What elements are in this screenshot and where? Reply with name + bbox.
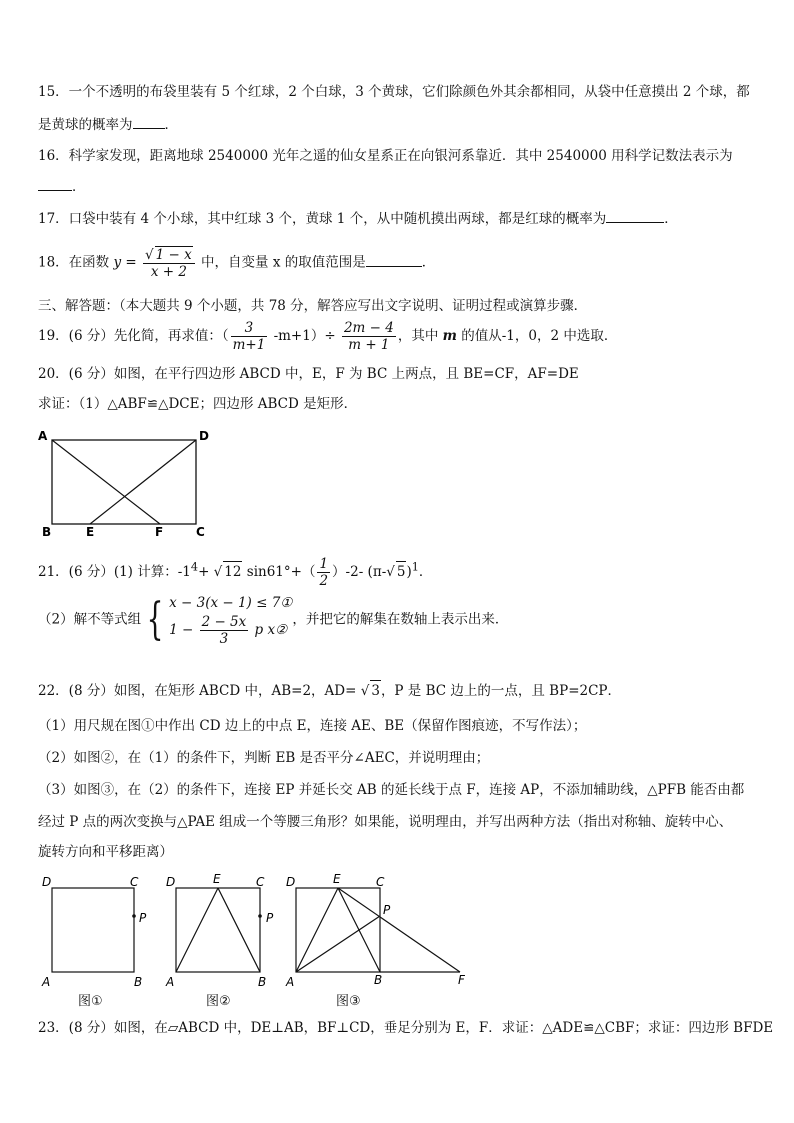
q19-fraction2 (342, 320, 396, 353)
q21-plus: + (198, 564, 214, 580)
q15-answer-blank (133, 114, 165, 129)
q18-pre: 18．在函数 (38, 254, 114, 271)
q19-fraction1 (231, 320, 268, 353)
q20-rectangle (52, 440, 196, 524)
q17-answer-blank (606, 208, 664, 223)
q16-line2 (38, 176, 86, 197)
q22-line6: 旋转方向和平移距离） (38, 844, 173, 860)
q22-line1: 22．(8 分）如图，在矩形 ABCD 中，AB=2，AD= √ 3，P 是 BC 边上的一点，且 BP=2CP． (38, 680, 621, 701)
q21-pre: 21．(6 分）(1) 计算：-1 (38, 564, 191, 580)
q22-fig1-label-P: P (139, 911, 147, 925)
q22-fig1-label-A: A (42, 975, 51, 989)
q18-eq: = (121, 254, 142, 271)
q21-sup1: 4 (190, 560, 199, 574)
q20-line2: 求证：（1）△ABF≌△DCE；四边形 ABCD 是矩形． (38, 396, 358, 412)
q18-line1 (38, 246, 435, 280)
q21-sin: sin61°+（ (242, 564, 316, 580)
q19-mid: -m+1）÷ (269, 328, 340, 344)
q21-end: ． (418, 564, 433, 580)
q22-fig3-label-D: D (286, 875, 296, 889)
q21-sqrt5: 5 (396, 561, 407, 582)
q19-post: ，其中 (397, 328, 443, 344)
q16-answer-blank (38, 176, 72, 191)
q22-fig3-label-P: P (383, 903, 391, 917)
q22-l1-pre: 22．(8 分）如图，在矩形 ABCD 中，AB=2，AD= (38, 683, 361, 699)
q22-fig2-rectangle (176, 888, 260, 972)
q19-f1-num: 3 (231, 320, 268, 337)
q17-text: 17．口袋中装有 4 个小球，其中红球 3 个，黄球 1 个，从中随机摸出两球，都是红球的概率为 (38, 211, 607, 227)
q20-label-D: D (199, 429, 209, 443)
q22-fig3-label-C: C (376, 875, 385, 889)
q22-l1-post: ，P 是 BC 边上的一点，且 BP=2CP． (380, 683, 622, 699)
q22-fig3-segment-AP (296, 916, 380, 972)
q22-fig2-label-P: P (266, 911, 274, 925)
q22-figure1 (38, 872, 158, 994)
q18-y: y (113, 254, 122, 271)
q18-end: ． (421, 254, 436, 271)
q19-line1 (38, 320, 617, 353)
q20-label-C: C (196, 525, 205, 539)
q15-line2 (38, 114, 178, 135)
q22-fig2-label-D: D (166, 875, 176, 889)
q15-text: 是黄球的概率为 (38, 117, 133, 133)
q18-fraction: $\frac{√ 1 - x}{x + 2}$ (143, 246, 195, 280)
q22-line2: （1）用尺规在图①中作出 CD 边上的中点 E，连接 AE、BE（保留作图痕迹，不写作法）； (38, 718, 587, 734)
q21-row2-frac (200, 614, 249, 647)
q19-f2-den: m + 1 (348, 337, 390, 353)
q18-numerator: 1 − x (155, 247, 192, 263)
q21-sup4: 1 (411, 560, 419, 574)
q19-tail: 的值从-1，0，2 中选取． (456, 328, 618, 344)
q21-sup2: ）-2 (332, 564, 359, 580)
q19-m: m (442, 328, 457, 344)
q22-fig2-point-P (258, 914, 262, 918)
q22-fig3-segment-AE (296, 888, 338, 972)
q20-figure (36, 428, 216, 540)
q22-line3: （2）如图②，在（1）的条件下，判断 EB 是否平分∠AEC，并说明理由； (38, 750, 490, 766)
q22-fig2-segment-AE (176, 888, 218, 972)
q19-pre: 19．(6 分）先化简，再求值：（ (38, 328, 229, 344)
q15-end: ． (164, 117, 178, 133)
q22-fig1-point-P (132, 914, 136, 918)
q19-f2-num: 2m − 4 (343, 320, 394, 336)
q22-fig3-segment-EF (338, 888, 460, 972)
q22-fig2-label-A: A (166, 975, 175, 989)
q16-end: ． (72, 179, 86, 195)
q17-end: ． (664, 211, 678, 227)
q20-label-A: A (38, 429, 48, 443)
q22-line5: 经过 P 点的两次变换与△PAE 组成一个等腰三角形？如果能，说明理由，并写出两种方法（指出对称轴、旋转中心、 (38, 814, 733, 830)
q20-label-F: F (155, 525, 164, 539)
q21-p2-pre: （2）解不等式组 (38, 611, 142, 628)
q22-fig1-label-D: D (42, 875, 52, 889)
q22-fig2-label-B: B (258, 975, 267, 989)
q22-fig1-label-C: C (130, 875, 139, 889)
q21-row2 (169, 614, 292, 647)
q21-line1: 21．(6 分）(1) 计算：$-1^4+$ √ 12 sin61°+（ $\frac{1}{2}$ ）-2- (π-√ 5)$^1$． (38, 556, 433, 589)
q16-line1: 16．科学家发现，距离地球 2540000 光年之遥的仙女星系正在向银河系靠近．其中 2540000 用科学记数法表示为 (38, 148, 733, 164)
q18-post: 中，自变量 x 的取值范围是 (196, 254, 366, 271)
q22-fig3-label-E: E (333, 872, 341, 886)
q21-brace: { (146, 593, 164, 645)
q22-fig3-label-F: F (458, 973, 465, 987)
q18-answer-blank (366, 252, 422, 267)
q15-line1: 15．一个不透明的布袋里装有 5 个红球，2 个白球，3 个黄球，它们除颜色外其余都相同，从袋中任意摸出 2 个球，都 (38, 84, 750, 100)
q21-line2 (38, 592, 508, 647)
q22-line4: （3）如图③，在（2）的条件下，连接 EP 并延长交 AB 的延长线于点 F，连接 AP，不添加辅助线，△PFB 能否由都 (38, 782, 745, 798)
q22-fig1-rectangle (52, 888, 134, 972)
q20-label-E: E (86, 525, 95, 539)
q20-label-B: B (42, 525, 52, 539)
q21-p2-post: ，并把它的解集在数轴上表示出来． (292, 611, 509, 628)
q22-fig3-rectangle (296, 888, 380, 972)
q17-line1 (38, 208, 678, 229)
q21-row2-den: 3 (219, 631, 229, 647)
q18-denominator: x + 2 (150, 264, 187, 280)
q21-row2-pre: 1 − (169, 622, 198, 638)
q22-fig1-caption: 图① (78, 994, 103, 1009)
q21-row2-num: 2 − 5x (201, 614, 247, 630)
q21-half-den: 2 (319, 573, 329, 589)
q22-fig2-segment-BE (218, 888, 260, 972)
q22-fig2-caption: 图② (206, 994, 231, 1009)
q22-fig3-label-A: A (286, 975, 295, 989)
q22-fig1-label-B: B (134, 975, 143, 989)
q21-system (169, 592, 292, 647)
q21-half (317, 556, 330, 589)
q22-figure3 (282, 872, 482, 994)
q20-line1: 20．(6 分）如图，在平行四边形 ABCD 中，E，F 为 BC 上两点，且 BE=CF，AF=DE (38, 366, 579, 382)
q22-fig3-label-B: B (374, 973, 383, 987)
q21-sqrt12: 12 (223, 561, 242, 582)
section3-heading: 三、解答题：（本大题共 9 个小题，共 78 分，解答应写出文字说明、证明过程或演算步骤． (38, 298, 588, 314)
q22-figure2 (162, 872, 282, 994)
q21-close: ) (406, 564, 412, 580)
q22-fig2-label-E: E (213, 872, 221, 886)
q23-line1: 23．(8 分）如图，在▱ABCD 中，DE⊥AB，BF⊥CD，垂足分别为 E，F．求证：△ADE≌△CBF；求证：四边形 BFDE (38, 1020, 774, 1036)
q21-post: - (π- (358, 564, 387, 580)
q21-row1: x − 3(x − 1) ≤ 7① (169, 595, 293, 611)
q22-fig2-label-C: C (256, 875, 265, 889)
q22-fig3-caption: 图③ (336, 994, 361, 1009)
q22-sqrt3: 3 (370, 680, 381, 701)
q21-half-num: 1 (319, 556, 329, 572)
q19-f1-den: m+1 (232, 337, 266, 353)
q21-row2-post: p x② (250, 622, 288, 638)
